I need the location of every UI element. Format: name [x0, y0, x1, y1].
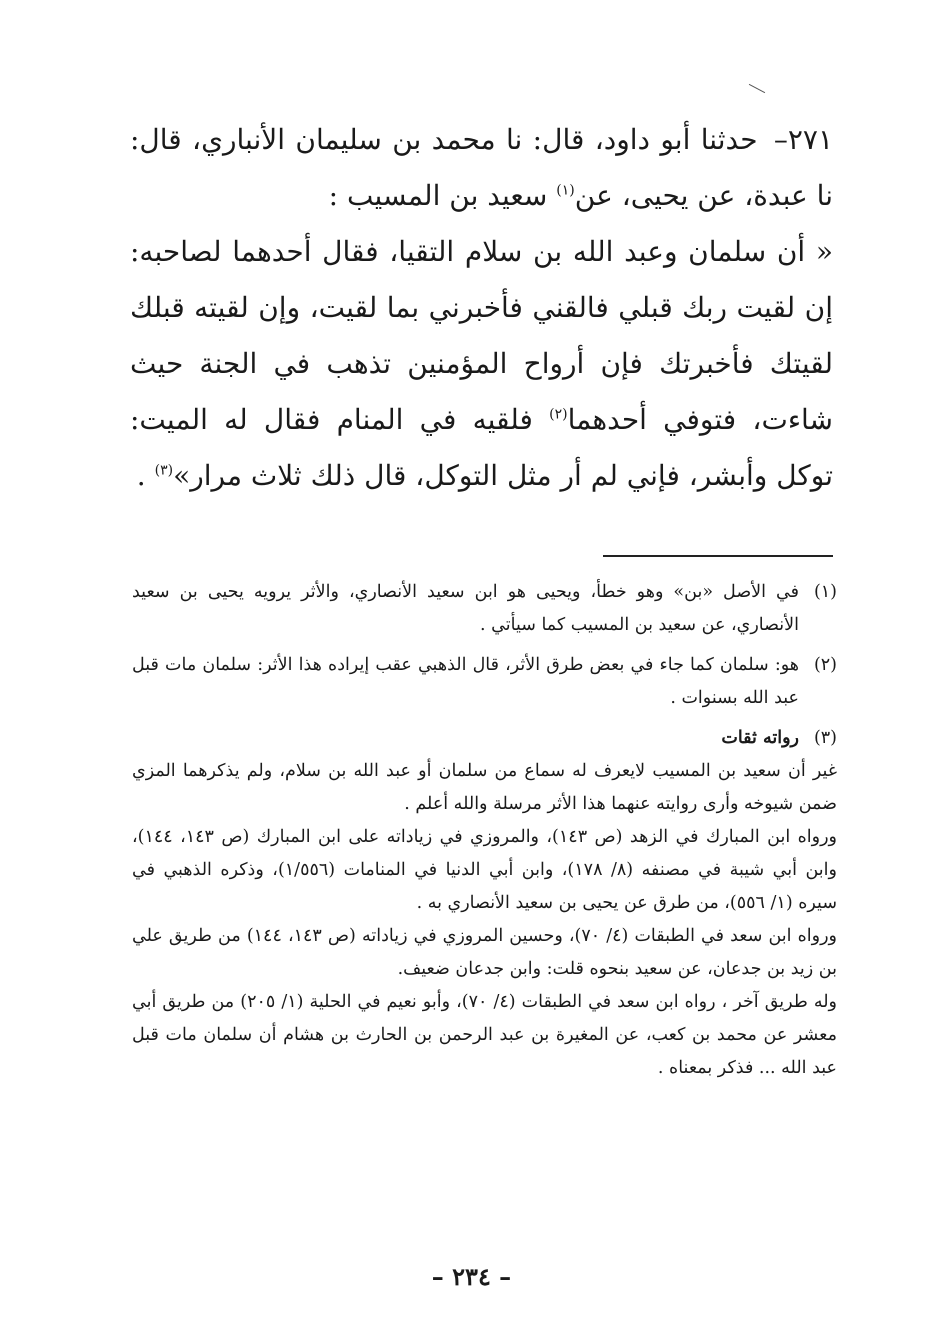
hadith-body-text: « أن سلمان وعبد الله بن سلام التقيا، فقال أحدهما لصاحبه: إن لقيت ربك قبلي فالقني فأخبرني بما لقيت، وإن لقيته قبلك لقيتك فأخبرتك فإن أرواح المؤمنين تذهب في الجنة حيث شاءت، فتوفي أحدهما	[130, 235, 833, 436]
footnote-number: (٢)	[813, 655, 837, 675]
footnote-number: (٣)	[813, 728, 837, 748]
footnote-ref-2: (٢)	[549, 406, 568, 423]
footnote-number: (١)	[813, 582, 837, 602]
footnote-3	[132, 722, 837, 755]
hadith-chain-tail: سعيد بن المسيب :	[328, 179, 557, 212]
footnote-separator	[603, 555, 833, 557]
footnotes-section	[132, 576, 837, 1085]
scan-artifact-mark	[749, 84, 765, 93]
footnote-3-paragraph-4: وله طريق آخر ، رواه ابن سعد في الطبقات (٤/ ٧٠)، وأبو نعيم في الحلية (١/ ٢٠٥) من طريق أبي معشر عن محمد بن كعب، عن المغيرة بن عبد الرحمن بن الحارث بن هشام أن سلمان مات قبل عبد الله ... فذكر بمعناه .	[132, 992, 837, 1078]
hadith-number: ٢٧١–	[773, 123, 833, 156]
footnote-2	[132, 649, 837, 715]
footnote-3-paragraph-2: ورواه ابن المبارك في الزهد (ص ١٤٣)، والمروزي في زياداته على ابن المبارك (ص ١٤٣، ١٤٤)، وابن أبي شيبة في مصنفه (٨/ ١٧٨)، وابن أبي الدنيا في المنامات (١/٥٥٦)، وذكره الذهبي في سيره (١/ ٥٥٦)، من طرق عن يحيى بن سعيد الأنصاري به .	[132, 827, 837, 913]
hadith-body-tail: فلقيه في المنام فقال له الميت: توكل وأبشر، فإني لم أر مثل التوكل، قال ذلك ثلاث مرار»	[130, 403, 833, 492]
hadith-body-paragraph	[130, 224, 833, 504]
footnote-1	[132, 576, 837, 642]
hadith-chain-text: حدثنا أبو داود، قال: نا محمد بن سليمان الأنباري، قال: نا عبدة، عن يحيى، عن	[130, 123, 833, 212]
hadith-main-text	[130, 112, 833, 504]
footnote-ref-1: (١)	[556, 182, 575, 199]
footnote-3-paragraph-3: ورواه ابن سعد في الطبقات (٤/ ٧٠)، وحسين المروزي في زياداته (ص ١٤٣، ١٤٤) من طريق علي بن زيد بن جدعان، عن سعيد بنحوه قلت: وابن جدعان ضعيف.	[132, 926, 837, 979]
footnote-ref-3: (٣)	[154, 462, 174, 479]
hadith-body-end: .	[136, 459, 155, 492]
hadith-chain-paragraph	[130, 112, 833, 224]
footnote-heading-text: رواته ثقات	[721, 728, 799, 748]
page-number: – ٢٣٤ –	[431, 1262, 512, 1291]
footnote-text: هو: سلمان كما جاء في بعض طرق الأثر، قال الذهبي عقب إيراده هذا الأثر: سلمان مات قبل عبد الله بسنوات .	[132, 655, 799, 708]
footnote-text: في الأصل «بن» وهو خطأ، ويحيى هو ابن سعيد الأنصاري، والأثر يرويه يحيى بن سعيد الأنصاري، عن سعيد بن المسيب كما سيأتي .	[132, 582, 799, 635]
footnote-heading	[132, 722, 799, 755]
footnote-3-paragraph-1: غير أن سعيد بن المسيب لايعرف له سماع من سلمان أو عبد الله بن سلام، ولم يذكرهما المزي ضمن شيوخه وأرى روايته عنهما هذا الأثر مرسلة والله أعلم .	[132, 761, 837, 814]
